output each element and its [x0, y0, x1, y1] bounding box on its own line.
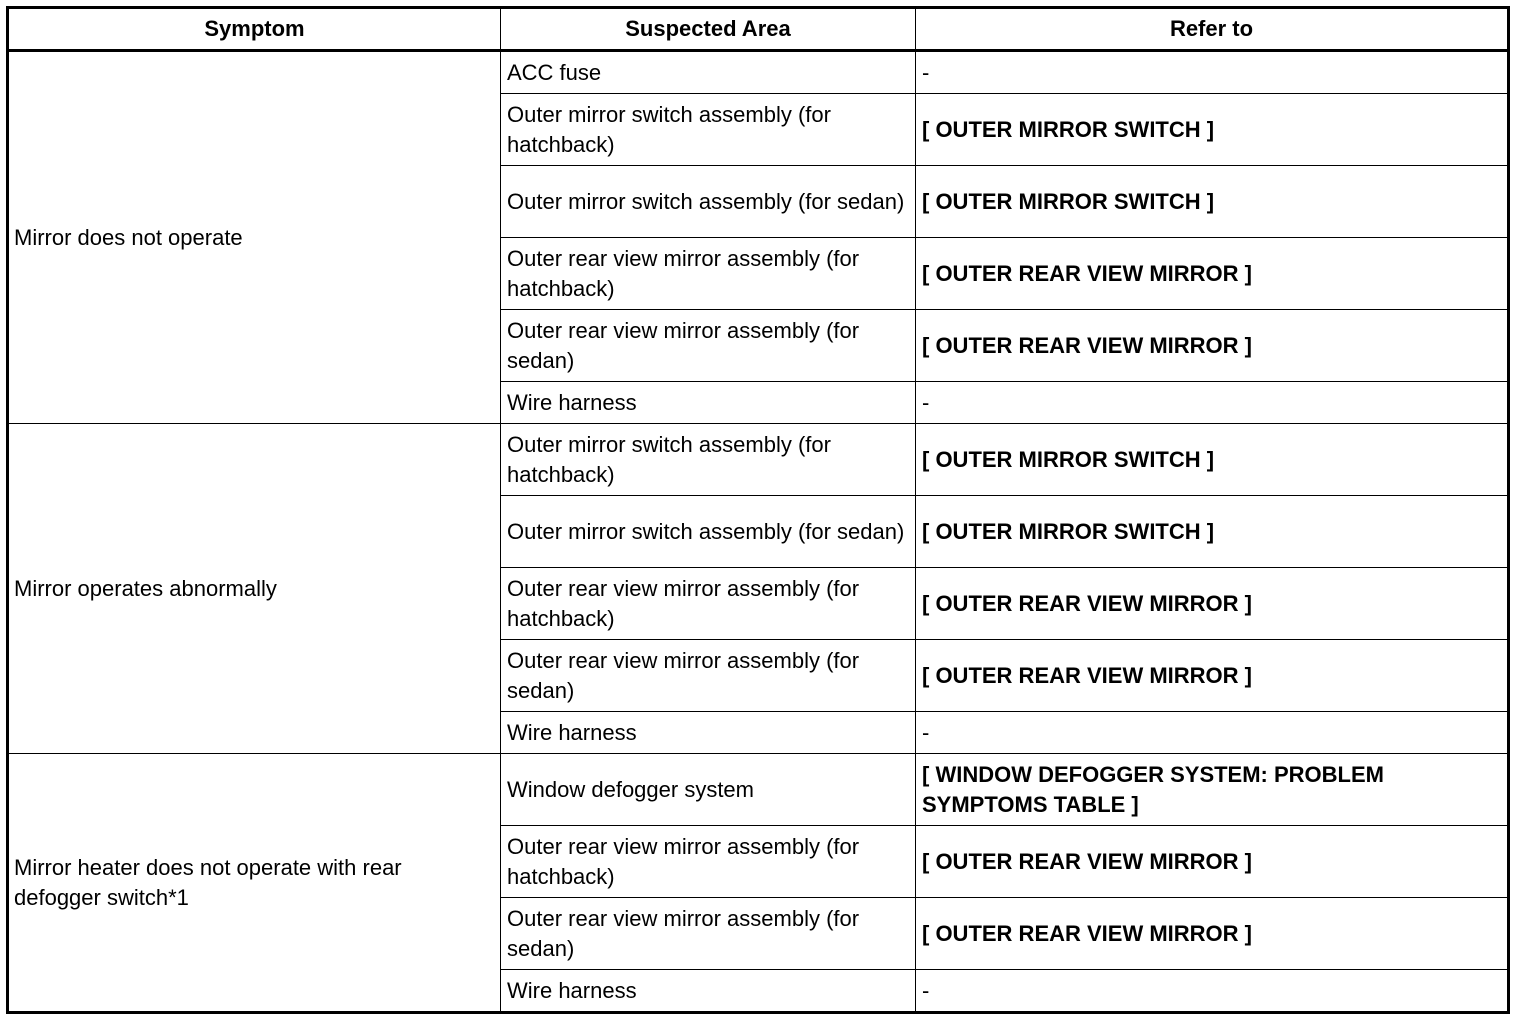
suspected-area-cell: Outer mirror switch assembly (for hatchback)	[501, 424, 916, 496]
header-symptom: Symptom	[8, 8, 501, 51]
refer-to-link[interactable]: [ OUTER REAR VIEW MIRROR ]	[916, 898, 1509, 970]
suspected-area-cell: ACC fuse	[501, 51, 916, 94]
symptom-cell: Mirror operates abnormally	[8, 424, 501, 754]
suspected-area-cell: Outer rear view mirror assembly (for sedan)	[501, 310, 916, 382]
suspected-area-cell: Outer rear view mirror assembly (for sedan)	[501, 898, 916, 970]
suspected-area-cell: Outer rear view mirror assembly (for hatchback)	[501, 568, 916, 640]
suspected-area-cell: Outer mirror switch assembly (for hatchback)	[501, 94, 916, 166]
suspected-area-cell: Wire harness	[501, 970, 916, 1013]
refer-to-link[interactable]: [ OUTER REAR VIEW MIRROR ]	[916, 310, 1509, 382]
refer-to-link[interactable]: [ OUTER MIRROR SWITCH ]	[916, 496, 1509, 568]
header-refer-to: Refer to	[916, 8, 1509, 51]
suspected-area-cell: Wire harness	[501, 382, 916, 424]
suspected-area-cell: Outer mirror switch assembly (for sedan)	[501, 496, 916, 568]
suspected-area-cell: Window defogger system	[501, 754, 916, 826]
table-row	[8, 424, 1509, 496]
refer-to-link[interactable]: [ OUTER REAR VIEW MIRROR ]	[916, 568, 1509, 640]
refer-to-link[interactable]: [ OUTER REAR VIEW MIRROR ]	[916, 238, 1509, 310]
symptom-cell: Mirror heater does not operate with rear defogger switch*1	[8, 754, 501, 1013]
refer-to-cell: -	[916, 712, 1509, 754]
refer-to-link[interactable]: [ WINDOW DEFOGGER SYSTEM: PROBLEM SYMPTOMS TABLE ]	[916, 754, 1509, 826]
refer-to-link[interactable]: [ OUTER REAR VIEW MIRROR ]	[916, 826, 1509, 898]
symptom-cell: Mirror does not operate	[8, 51, 501, 424]
refer-to-cell: -	[916, 970, 1509, 1013]
suspected-area-cell: Outer rear view mirror assembly (for hatchback)	[501, 826, 916, 898]
suspected-area-cell: Outer mirror switch assembly (for sedan)	[501, 166, 916, 238]
suspected-area-cell: Outer rear view mirror assembly (for hatchback)	[501, 238, 916, 310]
refer-to-link[interactable]: [ OUTER MIRROR SWITCH ]	[916, 424, 1509, 496]
header-suspected-area: Suspected Area	[501, 8, 916, 51]
refer-to-link[interactable]: [ OUTER MIRROR SWITCH ]	[916, 166, 1509, 238]
problem-symptoms-table	[6, 6, 1510, 1014]
suspected-area-cell: Wire harness	[501, 712, 916, 754]
refer-to-cell: -	[916, 51, 1509, 94]
table-row	[8, 51, 1509, 94]
suspected-area-cell: Outer rear view mirror assembly (for sedan)	[501, 640, 916, 712]
refer-to-link[interactable]: [ OUTER REAR VIEW MIRROR ]	[916, 640, 1509, 712]
header-row	[8, 8, 1509, 51]
table-row	[8, 754, 1509, 826]
refer-to-cell: -	[916, 382, 1509, 424]
refer-to-link[interactable]: [ OUTER MIRROR SWITCH ]	[916, 94, 1509, 166]
